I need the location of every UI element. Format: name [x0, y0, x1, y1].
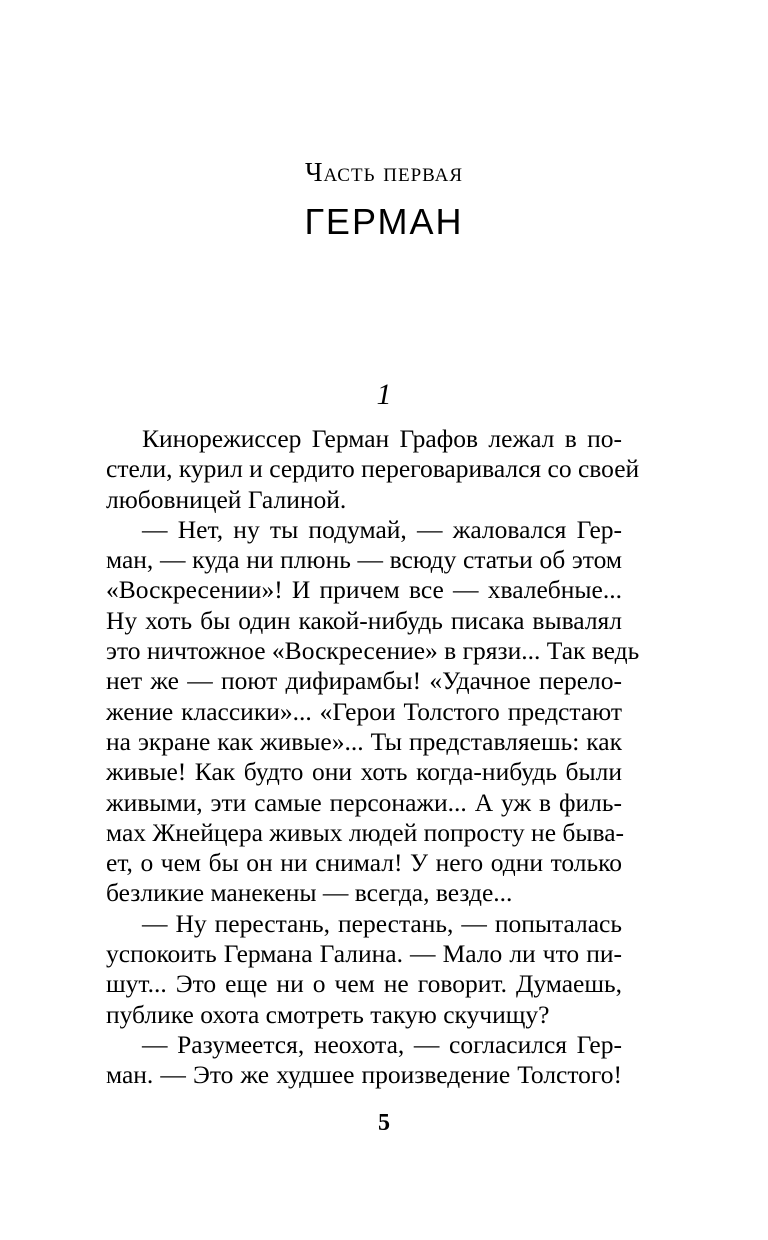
text-line: любовницей Галиной. [106, 484, 347, 514]
text-line: «Воскресении»! И причем все — хвалебные... [106, 575, 622, 605]
text-line: Кинорежиссер Герман Графов лежал в по- [142, 424, 622, 453]
chapter-number: 1 [376, 378, 392, 411]
text-line: шут... Это еще ни о чем не говорит. Думаешь, [106, 969, 622, 999]
part-name: ГЕРМАН [304, 201, 464, 242]
text-line: живыми, эти самые персонажи... А уж в филь- [106, 787, 622, 817]
text-line: стели, курил и сердито переговаривался со своей [106, 454, 640, 484]
text-line: успокоить Германа Галина. — Мало ли что пи- [106, 939, 622, 969]
body-text [106, 424, 640, 1091]
text-line: нет же — поют дифирамбы! «Удачное перело- [106, 666, 622, 696]
text-line: — Разумеется, неохота, — согласился Гер- [142, 1029, 622, 1059]
text-line: — Нет, ну ты подумай, — жаловался Гер- [142, 514, 622, 544]
text-line: ет, о чем бы он ни снимал! У него одни только [106, 848, 622, 878]
text-line: публике охота смотреть такую скучищу? [106, 999, 550, 1029]
text-line: Ну хоть бы один какой-нибудь писака вывалял [106, 605, 622, 635]
page-number: 5 [378, 1110, 390, 1136]
part-title: Часть первая [304, 157, 464, 187]
text-line: — Ну перестань, перестань, — попыталась [142, 908, 622, 938]
text-line: живые! Как будто они хоть когда-нибудь были [106, 757, 622, 787]
text-line: жение классики»... «Герои Толстого предстают [106, 696, 622, 726]
text-line: ман. — Это же худшее произведение Толстого! [106, 1060, 622, 1090]
text-line: на экране как живые»... Ты представляешь: как [106, 726, 622, 756]
text-line: ман, — куда ни плюнь — всюду статьи об этом [106, 545, 622, 575]
text-line: это ничтожное «Воскресение» в грязи... Так ведь [106, 636, 640, 666]
text-line: мах Жнейцера живых людей попросту не быва- [106, 817, 625, 847]
text-line: безликие манекены — всегда, везде... [106, 878, 513, 908]
